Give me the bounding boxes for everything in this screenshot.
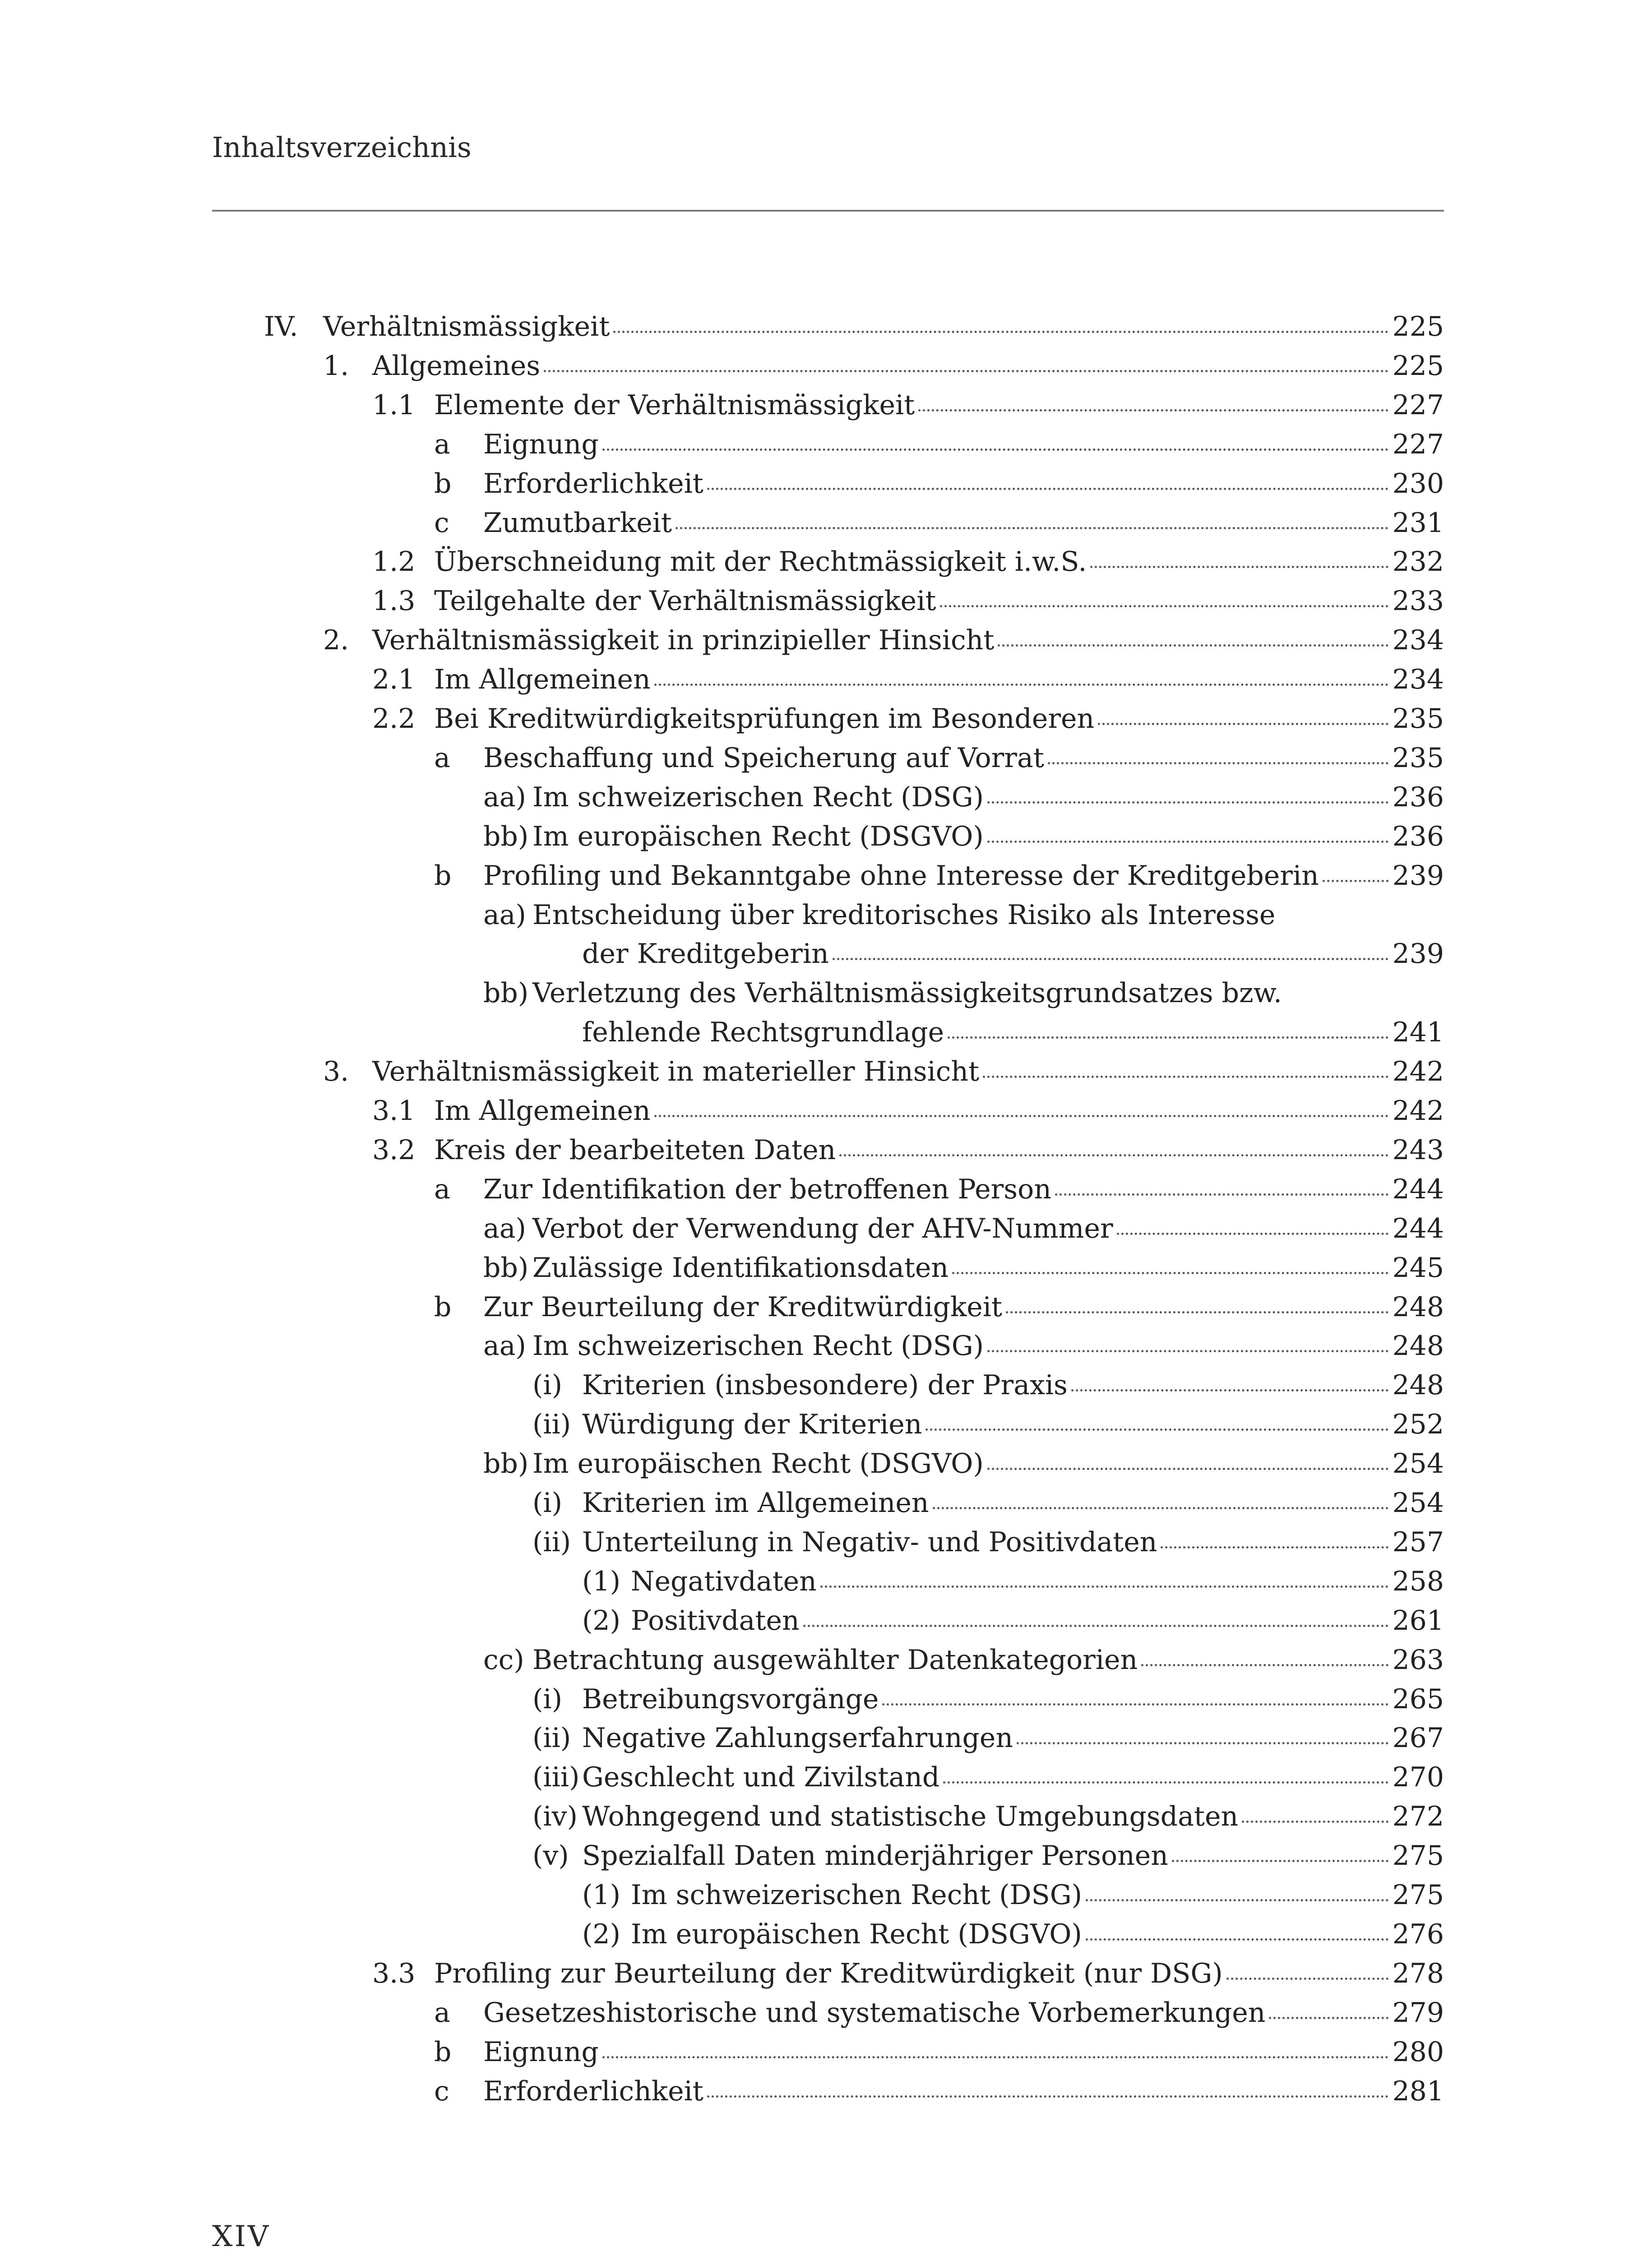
toc-entry-number: bb)	[483, 821, 529, 852]
dot-leader	[983, 1076, 1388, 1078]
toc-entry-title: Verhältnismässigkeit in prinzipieller Hinsicht	[372, 624, 995, 656]
toc-entry-number: (v)	[532, 1840, 569, 1872]
dot-leader	[1161, 1546, 1388, 1549]
toc-entry[interactable]	[0, 1405, 1652, 1444]
toc-entry-line	[582, 1012, 1444, 1052]
toc-entry-line	[434, 1091, 1444, 1131]
toc-entry[interactable]	[0, 738, 1652, 778]
toc-entry-line	[434, 699, 1444, 739]
toc-entry-number: (i)	[532, 1683, 563, 1715]
toc-entry-number: 2.1	[372, 664, 416, 695]
toc-entry-number: 2.	[323, 624, 349, 656]
toc-entry-line	[323, 307, 1444, 347]
toc-entry-line	[532, 895, 1444, 935]
toc-entry-page: 275	[1392, 1879, 1444, 1911]
toc-entry[interactable]	[0, 1012, 1652, 1052]
toc-entry-title: Würdigung der Kriterien	[582, 1409, 922, 1440]
toc-entry[interactable]	[0, 1287, 1652, 1327]
toc-entry-title: Beschaffung und Speicherung auf Vorrat	[483, 742, 1044, 774]
toc-entry-title: Zulässige Identifikationsdaten	[532, 1252, 949, 1284]
toc-entry-line	[483, 1993, 1444, 2033]
toc-entry-title: Negative Zahlungserfahrungen	[582, 1722, 1013, 1754]
dot-leader	[940, 605, 1389, 607]
toc-entry[interactable]	[0, 1248, 1652, 1288]
toc-entry[interactable]	[0, 1679, 1652, 1719]
toc-entry-title: Erforderlichkeit	[483, 468, 703, 499]
toc-entry-line	[582, 1679, 1444, 1719]
toc-entry[interactable]	[0, 1875, 1652, 1915]
toc-entry-title: Elemente der Verhältnismässigkeit	[434, 389, 915, 421]
toc-entry-line	[582, 1405, 1444, 1444]
toc-entry-line	[582, 1365, 1444, 1405]
toc-entry-page: 242	[1392, 1095, 1444, 1127]
toc-entry-line	[532, 973, 1444, 1013]
toc-entry[interactable]	[0, 542, 1652, 582]
toc-entry-number: 3.	[323, 1056, 349, 1087]
toc-entry-line	[483, 738, 1444, 778]
toc-entry[interactable]	[0, 1797, 1652, 1836]
toc-entry-number: b	[434, 860, 452, 892]
toc-entry-line	[631, 1601, 1444, 1641]
dot-leader	[1017, 1742, 1388, 1744]
toc-entry-title: Wohngegend und statistische Umgebungsdaten	[582, 1801, 1239, 1832]
toc-entry[interactable]	[0, 934, 1652, 974]
toc-entry-line	[434, 542, 1444, 582]
dot-leader	[1117, 1233, 1389, 1235]
toc-entry[interactable]	[0, 1836, 1652, 1876]
toc-entry-line	[434, 1130, 1444, 1170]
toc-entry-page: 267	[1392, 1722, 1444, 1754]
toc-entry-number: aa)	[483, 1213, 526, 1244]
toc-entry-line	[582, 934, 1444, 974]
toc-entry-title: Eignung	[483, 2036, 599, 2068]
toc-entry[interactable]	[0, 385, 1652, 425]
toc-entry-number: b	[434, 1291, 452, 1323]
toc-entry-title: Kriterien (insbesondere) der Praxis	[582, 1369, 1068, 1401]
toc-entry-number: a	[434, 1997, 450, 2029]
dot-leader	[1269, 2017, 1388, 2019]
toc-entry-page: 239	[1392, 860, 1444, 892]
toc-entry-number: aa)	[483, 899, 526, 931]
toc-entry-number: 3.3	[372, 1958, 416, 1989]
dot-leader	[998, 644, 1388, 647]
toc-entry-line	[631, 1875, 1444, 1915]
dot-leader	[1048, 762, 1389, 764]
dot-leader	[613, 331, 1388, 333]
toc-entry-line	[631, 1914, 1444, 1954]
dot-leader	[1086, 1938, 1389, 1941]
toc-entry-title: Betreibungsvorgänge	[582, 1683, 879, 1715]
toc-entry-line	[532, 1248, 1444, 1288]
toc-entry-page: 227	[1392, 389, 1444, 421]
dot-leader	[1071, 1389, 1389, 1392]
toc-entry-line	[532, 817, 1444, 856]
toc-entry-page: 275	[1392, 1840, 1444, 1872]
dot-leader	[707, 488, 1389, 490]
dot-leader	[839, 1154, 1388, 1156]
toc-entry-page: 241	[1392, 1017, 1444, 1048]
toc-entry-title: Eignung	[483, 429, 599, 460]
toc-entry-line	[582, 1483, 1444, 1523]
toc-entry-title: Im Allgemeinen	[434, 664, 651, 695]
dot-leader	[676, 527, 1388, 529]
toc-entry[interactable]	[0, 699, 1652, 739]
toc-entry-number: 3.1	[372, 1095, 416, 1127]
dot-leader	[882, 1703, 1388, 1706]
toc-entry-page: 233	[1392, 585, 1444, 617]
toc-entry-page: 272	[1392, 1801, 1444, 1832]
toc-entry-title: Verletzung des Verhältnismässigkeitsgrundsatzes bzw.	[532, 977, 1282, 1009]
toc-entry-line	[372, 1052, 1444, 1091]
toc-entry-number: b	[434, 468, 452, 499]
toc-entry-line	[532, 1209, 1444, 1248]
toc-entry-page: 280	[1392, 2036, 1444, 2068]
toc-entry[interactable]	[0, 1914, 1652, 1954]
dot-leader	[1055, 1193, 1389, 1196]
toc-entry-number: (iii)	[532, 1761, 580, 1793]
toc-entry[interactable]	[0, 817, 1652, 856]
toc-entry-number: (i)	[532, 1487, 563, 1519]
toc-entry-page: 244	[1392, 1213, 1444, 1244]
toc-entry[interactable]	[0, 1993, 1652, 2033]
toc-entry-number: 3.2	[372, 1134, 416, 1166]
toc-entry[interactable]	[0, 2032, 1652, 2072]
dot-leader	[654, 1115, 1389, 1117]
toc-entry-page: 261	[1392, 1605, 1444, 1637]
toc-entry-number: a	[434, 429, 450, 460]
toc-entry-number: 1.3	[372, 585, 416, 617]
toc-entry[interactable]	[0, 581, 1652, 621]
toc-entry-title: Im schweizerischen Recht (DSG)	[631, 1879, 1083, 1911]
toc-entry-number: (2)	[582, 1605, 620, 1637]
toc-entry-title: Positivdaten	[631, 1605, 800, 1637]
toc-entry-page: 236	[1392, 821, 1444, 852]
toc-entry[interactable]	[0, 1718, 1652, 1758]
toc-entry-number: (1)	[582, 1879, 620, 1911]
toc-entry-line	[532, 1326, 1444, 1366]
toc-entry-number: bb)	[483, 977, 529, 1009]
toc-entry[interactable]	[0, 1091, 1652, 1131]
toc-entry-page: 245	[1392, 1252, 1444, 1284]
toc-entry-title: Verbot der Verwendung der AHV-Nummer	[532, 1213, 1113, 1244]
dot-leader	[987, 801, 1388, 804]
dot-leader	[987, 841, 1389, 843]
toc-entry-line	[532, 1640, 1444, 1680]
dot-leader	[1172, 1860, 1389, 1862]
toc-entry-page: 231	[1392, 507, 1444, 539]
toc-entry-page: 234	[1392, 664, 1444, 695]
toc-entry[interactable]	[0, 856, 1652, 896]
toc-entry-number: (iv)	[532, 1801, 578, 1832]
toc-entry-page: 243	[1392, 1134, 1444, 1166]
dot-leader	[1006, 1311, 1388, 1313]
dot-leader	[654, 684, 1389, 686]
toc-entry-number: (i)	[532, 1369, 563, 1401]
toc-entry-number: cc)	[483, 1644, 524, 1676]
page-number: XIV	[212, 2220, 271, 2253]
toc-entry-title: Entscheidung über kreditorisches Risiko als Interesse	[532, 899, 1276, 931]
running-header: Inhaltsverzeichnis	[212, 131, 472, 164]
toc-entry-line	[483, 425, 1444, 464]
toc-entry[interactable]	[0, 973, 1652, 1013]
toc-entry-page: 225	[1392, 350, 1444, 382]
toc-entry-title: Kriterien im Allgemeinen	[582, 1487, 929, 1519]
toc-entry-title: Gesetzeshistorische und systematische Vorbemerkungen	[483, 1997, 1266, 2029]
toc-entry-number: 2.2	[372, 703, 416, 735]
dot-leader	[1098, 723, 1388, 725]
toc-entry-page: 258	[1392, 1566, 1444, 1597]
toc-entry-title: Zumutbarkeit	[483, 507, 672, 539]
dot-leader	[833, 958, 1389, 960]
toc-entry-title: Verhältnismässigkeit in materieller Hinsicht	[372, 1056, 980, 1087]
toc-entry-number: bb)	[483, 1252, 529, 1284]
toc-entry-line	[582, 1757, 1444, 1797]
toc-entry-line	[372, 346, 1444, 386]
toc-entry[interactable]	[0, 660, 1652, 699]
toc-entry-line	[582, 1718, 1444, 1758]
dot-leader	[987, 1350, 1388, 1352]
toc-entry-title: Spezialfall Daten minderjähriger Personen	[582, 1840, 1168, 1872]
toc-entry-page: 235	[1392, 703, 1444, 735]
toc-entry[interactable]	[0, 1170, 1652, 1209]
toc-entry-number: a	[434, 1174, 450, 1205]
toc-entry-page: 270	[1392, 1761, 1444, 1793]
toc-entry-page: 244	[1392, 1174, 1444, 1205]
toc-entry-title: Im schweizerischen Recht (DSG)	[532, 1330, 984, 1362]
toc-entry-title: Im europäischen Recht (DSGVO)	[631, 1919, 1082, 1950]
toc-entry-title: Allgemeines	[372, 350, 541, 382]
toc-entry-page: 232	[1392, 546, 1444, 578]
dot-leader	[803, 1625, 1389, 1627]
toc-entry[interactable]	[0, 1562, 1652, 1601]
toc-entry-page: 248	[1392, 1291, 1444, 1323]
toc-entry-page: 257	[1392, 1526, 1444, 1558]
toc-entry-page: 230	[1392, 468, 1444, 499]
toc-entry[interactable]	[0, 307, 1652, 347]
toc-entry-title: Geschlecht und Zivilstand	[582, 1761, 940, 1793]
toc-entry[interactable]	[0, 346, 1652, 386]
toc-entry-number: aa)	[483, 781, 526, 813]
toc-entry-page: 248	[1392, 1369, 1444, 1401]
dot-leader	[1242, 1821, 1388, 1823]
toc-entry-page: 252	[1392, 1409, 1444, 1440]
toc-entry-line	[483, 503, 1444, 543]
toc-entry-title: Im schweizerischen Recht (DSG)	[532, 781, 984, 813]
toc-entry-title: Im europäischen Recht (DSGVO)	[532, 821, 984, 852]
toc-entry-page: 248	[1392, 1330, 1444, 1362]
toc-entry-line	[483, 856, 1444, 896]
toc-entry-number: (2)	[582, 1919, 620, 1950]
dot-leader	[987, 1468, 1389, 1470]
toc-entry-number: bb)	[483, 1448, 529, 1479]
toc-entry-number: 1.2	[372, 546, 416, 578]
toc-entry-page: 242	[1392, 1056, 1444, 1087]
dot-leader	[1323, 880, 1389, 882]
toc-entry-number: (ii)	[532, 1409, 571, 1440]
toc-entry-title: Verhältnismässigkeit	[323, 311, 610, 342]
toc-entry-page: 278	[1392, 1958, 1444, 1989]
toc-entry-title: Im europäischen Recht (DSGVO)	[532, 1448, 984, 1479]
toc-entry-number: b	[434, 2036, 452, 2068]
toc-entry-title: Unterteilung in Negativ- und Positivdaten	[582, 1526, 1157, 1558]
toc-entry-title: der Kreditgeberin	[582, 938, 829, 970]
toc-entry-title: Kreis der bearbeiteten Daten	[434, 1134, 836, 1166]
toc-entry-title: Im Allgemeinen	[434, 1095, 651, 1127]
toc-entry-page: 225	[1392, 311, 1444, 342]
toc-entry[interactable]	[0, 1444, 1652, 1484]
toc-entry[interactable]	[0, 2071, 1652, 2111]
toc-entry[interactable]	[0, 1130, 1652, 1170]
toc-entry[interactable]	[0, 425, 1652, 464]
toc-entry-number: 1.1	[372, 389, 416, 421]
toc-entry-line	[631, 1562, 1444, 1601]
toc-entry[interactable]	[0, 620, 1652, 660]
header-rule	[212, 210, 1444, 212]
toc-entry-line	[532, 777, 1444, 817]
toc-entry-page: 235	[1392, 742, 1444, 774]
dot-leader	[1090, 566, 1388, 568]
dot-leader	[544, 370, 1388, 372]
toc-entry-number: aa)	[483, 1330, 526, 1362]
toc-entry-number: a	[434, 742, 450, 774]
dot-leader	[602, 448, 1389, 451]
toc-entry-line	[434, 660, 1444, 699]
toc-entry-title: Überschneidung mit der Rechtmässigkeit i.w.S.	[434, 546, 1087, 578]
toc-entry-line	[582, 1836, 1444, 1876]
toc-entry-line	[483, 1287, 1444, 1327]
toc-entry-line	[372, 620, 1444, 660]
toc-entry-title: Profiling und Bekanntgabe ohne Interesse der Kreditgeberin	[483, 860, 1319, 892]
toc-entry-page: 236	[1392, 781, 1444, 813]
toc-entry-page: 281	[1392, 2076, 1444, 2107]
toc-entry[interactable]	[0, 503, 1652, 543]
toc-entry[interactable]	[0, 1209, 1652, 1248]
toc-entry[interactable]	[0, 1326, 1652, 1366]
dot-leader	[1226, 1978, 1389, 1980]
toc-entry-title: Teilgehalte der Verhältnismässigkeit	[434, 585, 936, 617]
toc-entry-number: c	[434, 507, 449, 539]
toc-entry-page: 276	[1392, 1919, 1444, 1950]
toc-entry[interactable]	[0, 1052, 1652, 1091]
toc-entry-line	[434, 1954, 1444, 1993]
toc-entry-title: Bei Kreditwürdigkeitsprüfungen im Besonderen	[434, 703, 1095, 735]
toc-entry-line	[532, 1444, 1444, 1484]
toc-entry-title: Zur Identifikation der betroffenen Person	[483, 1174, 1051, 1205]
toc-entry-page: 254	[1392, 1487, 1444, 1519]
toc-entry-title: Betrachtung ausgewählter Datenkategorien	[532, 1644, 1138, 1676]
dot-leader	[948, 1036, 1388, 1039]
toc-entry[interactable]	[0, 1365, 1652, 1405]
toc-entry-title: fehlende Rechtsgrundlage	[582, 1017, 944, 1048]
dot-leader	[918, 409, 1388, 411]
toc-entry-line	[483, 2032, 1444, 2072]
toc-entry[interactable]	[0, 1954, 1652, 1993]
dot-leader	[952, 1272, 1388, 1274]
toc-entry-title: Erforderlichkeit	[483, 2076, 703, 2107]
dot-leader	[933, 1507, 1389, 1509]
toc-entry-line	[434, 581, 1444, 621]
toc-entry-number: 1.	[323, 350, 349, 382]
toc-entry[interactable]	[0, 1640, 1652, 1680]
toc-entry-line	[582, 1522, 1444, 1562]
toc-entry-title: Zur Beurteilung der Kreditwürdigkeit	[483, 1291, 1003, 1323]
toc-entry-number: c	[434, 2076, 449, 2107]
toc-entry[interactable]	[0, 1757, 1652, 1797]
dot-leader	[925, 1428, 1388, 1431]
dot-leader	[1141, 1664, 1388, 1666]
toc-entry-page: 239	[1392, 938, 1444, 970]
toc-entry-page: 227	[1392, 429, 1444, 460]
toc-entry-page: 265	[1392, 1683, 1444, 1715]
toc-entry[interactable]	[0, 1601, 1652, 1641]
toc-entry-line	[434, 385, 1444, 425]
dot-leader	[602, 2056, 1389, 2058]
dot-leader	[820, 1586, 1389, 1588]
dot-leader	[1086, 1899, 1388, 1901]
toc-entry-number: (ii)	[532, 1722, 571, 1754]
toc-entry-line	[483, 1170, 1444, 1209]
toc-entry-line	[483, 2071, 1444, 2111]
toc-entry-page: 234	[1392, 624, 1444, 656]
toc-entry-number: IV.	[264, 311, 298, 342]
toc-entry-page: 279	[1392, 1997, 1444, 2029]
toc-entry-page: 254	[1392, 1448, 1444, 1479]
toc-entry-page: 263	[1392, 1644, 1444, 1676]
toc-entry-number: (1)	[582, 1566, 620, 1597]
toc-entry[interactable]	[0, 895, 1652, 935]
dot-leader	[707, 2095, 1389, 2098]
toc-entry[interactable]	[0, 464, 1652, 504]
toc-entry[interactable]	[0, 777, 1652, 817]
toc-entry[interactable]	[0, 1483, 1652, 1523]
toc-entry-number: (ii)	[532, 1526, 571, 1558]
dot-leader	[943, 1781, 1388, 1784]
toc-entry[interactable]	[0, 1522, 1652, 1562]
toc-entry-title: Profiling zur Beurteilung der Kreditwürdigkeit (nur DSG)	[434, 1958, 1223, 1989]
toc-entry-title: Negativdaten	[631, 1566, 817, 1597]
toc-entry-line	[582, 1797, 1444, 1836]
toc-entry-line	[483, 464, 1444, 504]
